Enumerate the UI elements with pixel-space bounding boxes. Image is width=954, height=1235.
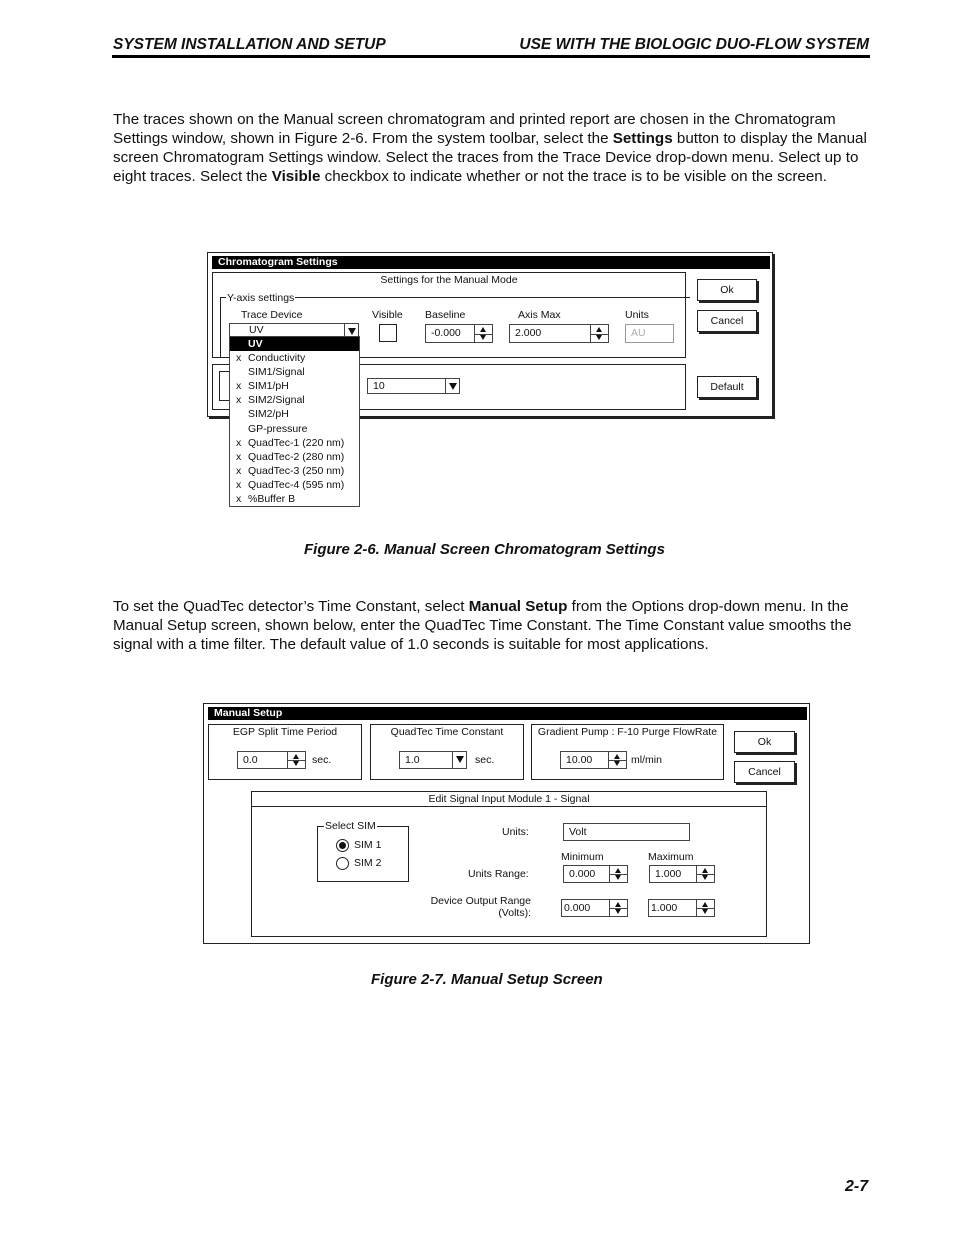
trace-option[interactable] [230,407,359,421]
trace-option-mark: x [236,493,242,506]
trace-option-mark: x [236,352,242,365]
trace-option-label: SIM1/Signal [248,366,305,379]
units-range-label: Units Range: [468,868,529,880]
edit-sim-panel [251,791,767,937]
trace-option-label: QuadTec-2 (280 nm) [248,450,345,463]
trace-option-mark: x [236,478,242,491]
egp-split-input[interactable]: 0.0 [237,751,306,769]
dor-max-spinner[interactable] [696,900,714,916]
chevron-down-icon[interactable] [445,379,459,393]
spin-down-icon[interactable] [615,909,621,914]
select-sim-group [317,826,409,882]
egp-unit: sec. [312,754,332,766]
manual-cancel-button[interactable]: Cancel [734,761,795,783]
minimum-header: Minimum [561,851,604,863]
page-number: 2-7 [845,1178,869,1195]
trace-option-label: UV [248,338,263,350]
trace-option[interactable] [230,492,359,506]
spin-down-icon[interactable] [596,335,602,340]
figure-2-7-caption: Figure 2-7. Manual Setup Screen [371,971,603,988]
manual-setup-titlebar: Manual Setup [208,707,807,720]
axis-max-input[interactable]: 2.000 [509,324,609,343]
trace-device-dropdown[interactable]: UV [229,323,359,337]
purge-flowrate-label: Gradient Pump : F-10 Purge FlowRate [537,726,718,738]
device-output-min-input[interactable]: 0.000 [561,899,628,917]
trace-option[interactable] [230,337,359,351]
visible-checkbox[interactable] [379,324,397,342]
quadtec-time-constant-label: QuadTec Time Constant [390,726,504,738]
trace-option[interactable] [230,379,359,393]
trace-option-label: QuadTec-4 (595 nm) [248,478,345,491]
manual-setup-window [203,703,810,944]
trace-option-label: QuadTec-3 (250 nm) [248,464,345,477]
units-range-min-spinner[interactable] [609,866,627,882]
device-output-max-input[interactable]: 1.000 [648,899,715,917]
baseline-input[interactable]: -0.000 [425,324,493,343]
trace-option[interactable] [230,464,359,478]
baseline-header: Baseline [425,309,466,321]
device-output-range-label: Device Output Range (Volts): [430,895,531,919]
spin-down-icon[interactable] [615,875,621,880]
second-dropdown[interactable]: 10 [367,378,460,394]
units-field[interactable]: AU [625,324,674,343]
spin-up-icon[interactable] [614,754,620,759]
quadtec-time-constant-panel [370,724,524,780]
trace-device-list [229,336,360,507]
header-left: SYSTEM INSTALLATION AND SETUP [113,36,386,53]
flowrate-spinner[interactable] [608,752,626,768]
trace-option-label: SIM2/pH [248,408,289,421]
purge-flowrate-panel [531,724,724,780]
manual-ok-button[interactable]: Ok [734,731,795,753]
trace-option-mark: x [236,394,242,407]
manual-mode-subtitle: Settings for the Manual Mode [380,274,518,286]
ok-button[interactable]: Ok [697,279,757,301]
trace-option[interactable] [230,422,359,436]
spin-up-icon[interactable] [480,327,486,332]
egp-split-label: EGP Split Time Period [232,726,338,738]
purge-flowrate-input[interactable]: 10.00 [560,751,627,769]
units-range-max-spinner[interactable] [696,866,714,882]
cancel-button[interactable]: Cancel [697,310,757,332]
radio-selected-dot [339,842,346,849]
paragraph-2: To set the QuadTec detector’s Time Constant, select Manual Setup from the Options drop-down menu. In the Manual Setup screen, shown below, enter the QuadTec Time Constant. The Time Constant value smooths the signal with a time filter. The default value of 1.0 seconds is suitable for most applications. [113,598,852,653]
units-range-max-input[interactable]: 1.000 [649,865,715,883]
trace-option-label: SIM2/Signal [248,394,305,407]
spin-up-icon[interactable] [615,868,621,873]
spin-down-icon[interactable] [702,875,708,880]
trace-option-mark: x [236,464,242,477]
spin-up-icon[interactable] [293,754,299,759]
trace-option-mark: x [236,380,242,393]
select-sim-label: Select SIM [325,820,376,832]
trace-option-label: Conductivity [248,352,306,365]
chromatogram-settings-titlebar: Chromatogram Settings [212,256,770,269]
flowrate-unit: ml/min [631,754,662,766]
chevron-down-icon[interactable] [452,752,466,768]
header-rule [112,55,870,58]
maximum-header: Maximum [648,851,694,863]
sim1-radio[interactable] [336,839,349,852]
paragraph-1: The traces shown on the Manual screen chromatogram and printed report are chosen in the Chromatogram Settings window, shown in Figure 2-6. From the system toolbar, select the Settings button to display the Manual screen Chromatogram Settings window. Select the traces from the Trace Device drop-down menu. Select up to eight traces. Select the Visible checkbox to indicate whether or not the trace is to be visible on the screen. [113,111,867,185]
trace-option[interactable] [230,478,359,492]
spin-up-icon[interactable] [702,902,708,907]
units-header: Units [625,309,649,321]
quadtec-unit: sec. [475,754,495,766]
trace-option-label: SIM1/pH [248,380,289,393]
trace-option[interactable] [230,436,359,450]
trace-device-header: Trace Device [241,309,303,321]
dor-min-spinner[interactable] [609,900,627,916]
spin-down-icon[interactable] [480,335,486,340]
spin-up-icon[interactable] [615,902,621,907]
axis-max-header: Axis Max [518,309,561,321]
chevron-down-icon[interactable] [344,324,358,336]
trace-option[interactable] [230,450,359,464]
trace-option-mark: x [236,436,242,449]
spin-up-icon[interactable] [596,327,602,332]
units-label: Units: [502,826,529,838]
baseline-spinner[interactable] [474,325,492,342]
visible-header: Visible [372,309,403,321]
spin-down-icon[interactable] [702,909,708,914]
sim2-radio[interactable] [336,857,349,870]
egp-spinner[interactable] [287,752,305,768]
trace-option[interactable] [230,393,359,407]
axis-max-spinner[interactable] [590,325,608,342]
default-button[interactable]: Default [697,376,757,398]
header-right: USE WITH THE BIOLOGIC DUO-FLOW SYSTEM [519,36,869,53]
units-range-min-input[interactable]: 0.000 [563,865,628,883]
trace-option-mark: x [236,450,242,463]
trace-option-label: GP-pressure [248,422,308,435]
spin-down-icon[interactable] [614,761,620,766]
edit-sim-title: Edit Signal Input Module 1 - Signal [428,793,590,805]
sim1-label: SIM 1 [354,839,382,851]
y-axis-group-label: Y-axis settings [227,292,295,304]
trace-option-label: %Buffer B [248,493,296,506]
spin-up-icon[interactable] [702,868,708,873]
spin-down-icon[interactable] [293,761,299,766]
trace-option[interactable] [230,365,359,379]
units-input[interactable]: Volt [563,823,690,841]
trace-option[interactable] [230,351,359,365]
egp-split-panel [208,724,362,780]
edit-sim-divider [252,806,766,807]
figure-2-6-caption: Figure 2-6. Manual Screen Chromatogram Settings [304,541,665,558]
trace-option-label: QuadTec-1 (220 nm) [248,436,345,449]
sim2-label: SIM 2 [354,857,382,869]
quadtec-time-constant-dropdown[interactable]: 1.0 [399,751,467,769]
